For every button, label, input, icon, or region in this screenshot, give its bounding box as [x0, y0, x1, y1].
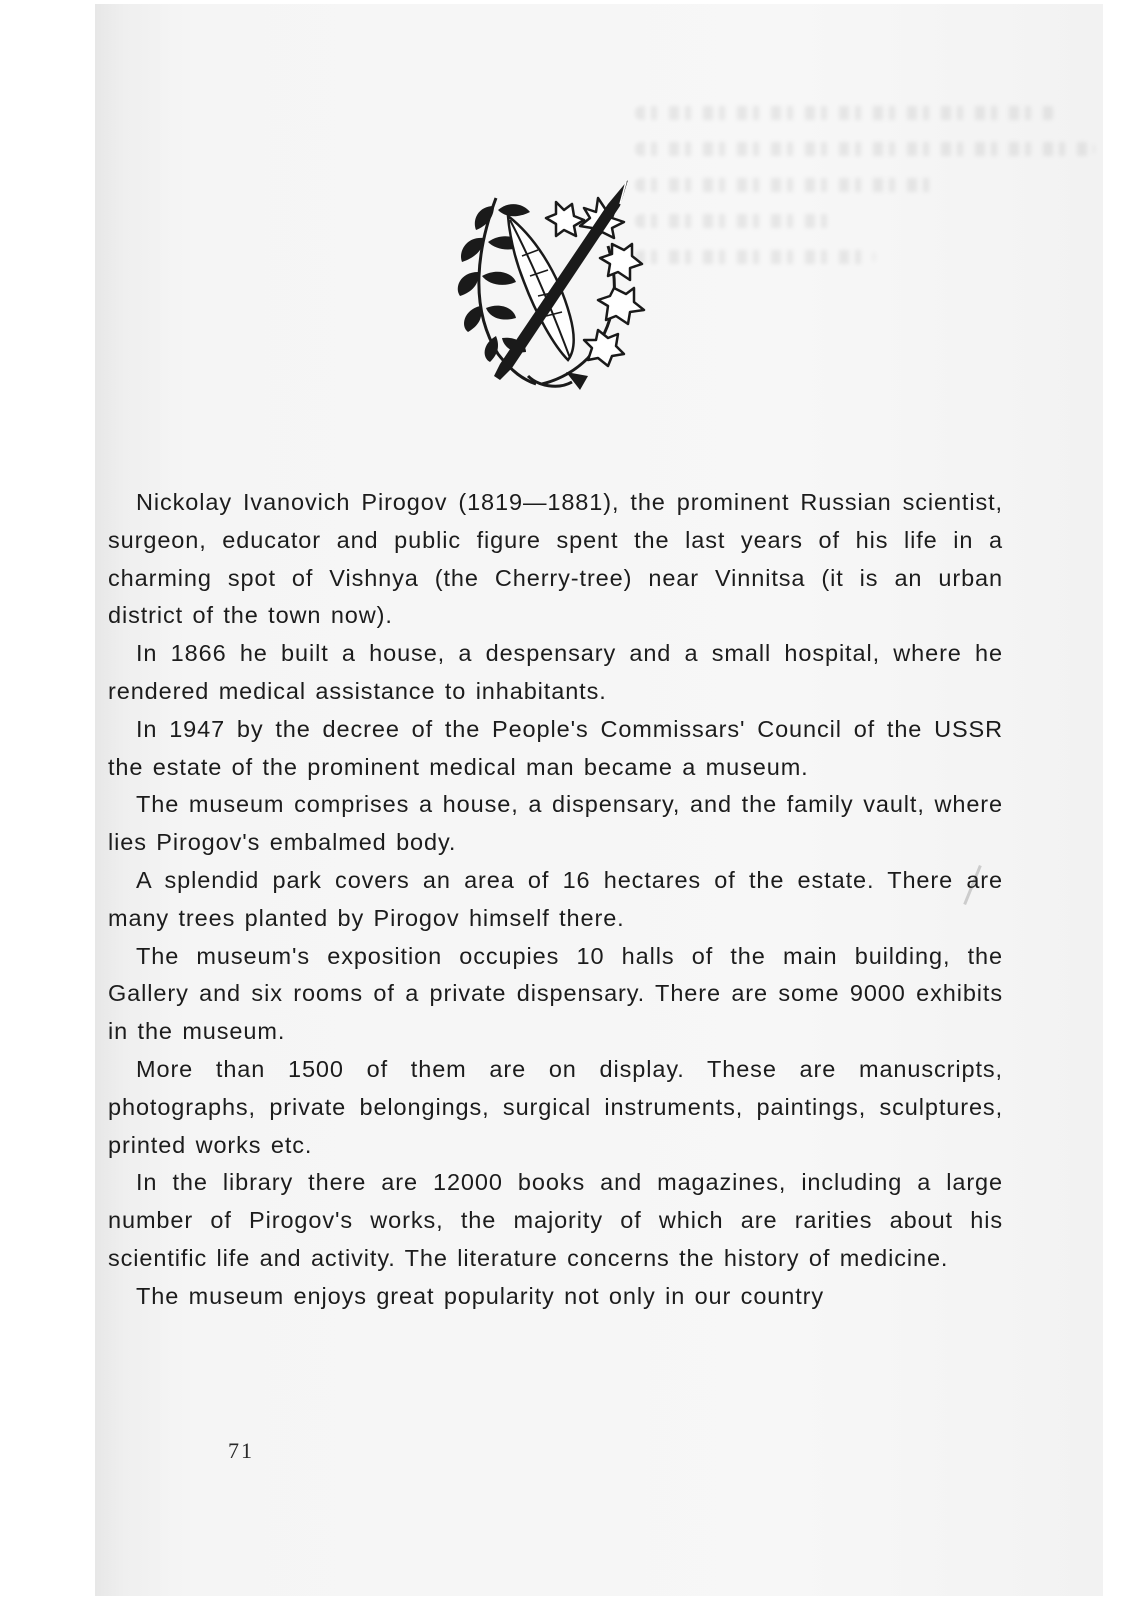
- bleed-through-text: [635, 84, 1095, 324]
- wreath-with-scalpel-and-quill-icon: [438, 176, 652, 396]
- paragraph-park: A splendid park covers an area of 16 hectares of the estate. There are many trees planted by Pirogov himself there.: [108, 866, 1003, 931]
- paragraph-library: In the library there are 12000 books and magazines, including a large number of Pirogov's works, the majority of which are rarities about his scientific life and activity. The literature concerns the history of medicine.: [108, 1169, 1003, 1271]
- paragraph-decree: In 1947 by the decree of the People's Commissars' Council of the USSR the estate of the prominent medical man became a museum.: [108, 715, 1003, 780]
- paragraph-house: In 1866 he built a house, a despensary and a small hospital, where he rendered medical assistance to inhabitants.: [108, 640, 1003, 704]
- paragraph-exposition: The museum's exposition occupies 10 halls of the main building, the Gallery and six rooms of a private dispensary. There are some 9000 exhibits in the museum.: [108, 942, 1003, 1045]
- article-body: [108, 484, 1003, 1316]
- paragraph-intro: Nickolay Ivanovich Pirogov (1819—1881), the prominent Russian scientist, surgeon, educator and public figure spent the last years of his life in a charming spot of Vishnya (the Cherry-tree) near Vinnitsa (it is an urban district of the town now).: [108, 489, 1003, 629]
- paragraph-museum-comprises: The museum comprises a house, a dispensary, and the family vault, where lies Pirogov's embalmed body.: [108, 791, 1003, 856]
- paragraph-display: More than 1500 of them are on display. These are manuscripts, photographs, private belongings, surgical instruments, paintings, sculptures, printed works etc.: [108, 1055, 1003, 1158]
- page-number: 71: [228, 1438, 254, 1463]
- paragraph-popularity: The museum enjoys great popularity not only in our country: [136, 1282, 825, 1309]
